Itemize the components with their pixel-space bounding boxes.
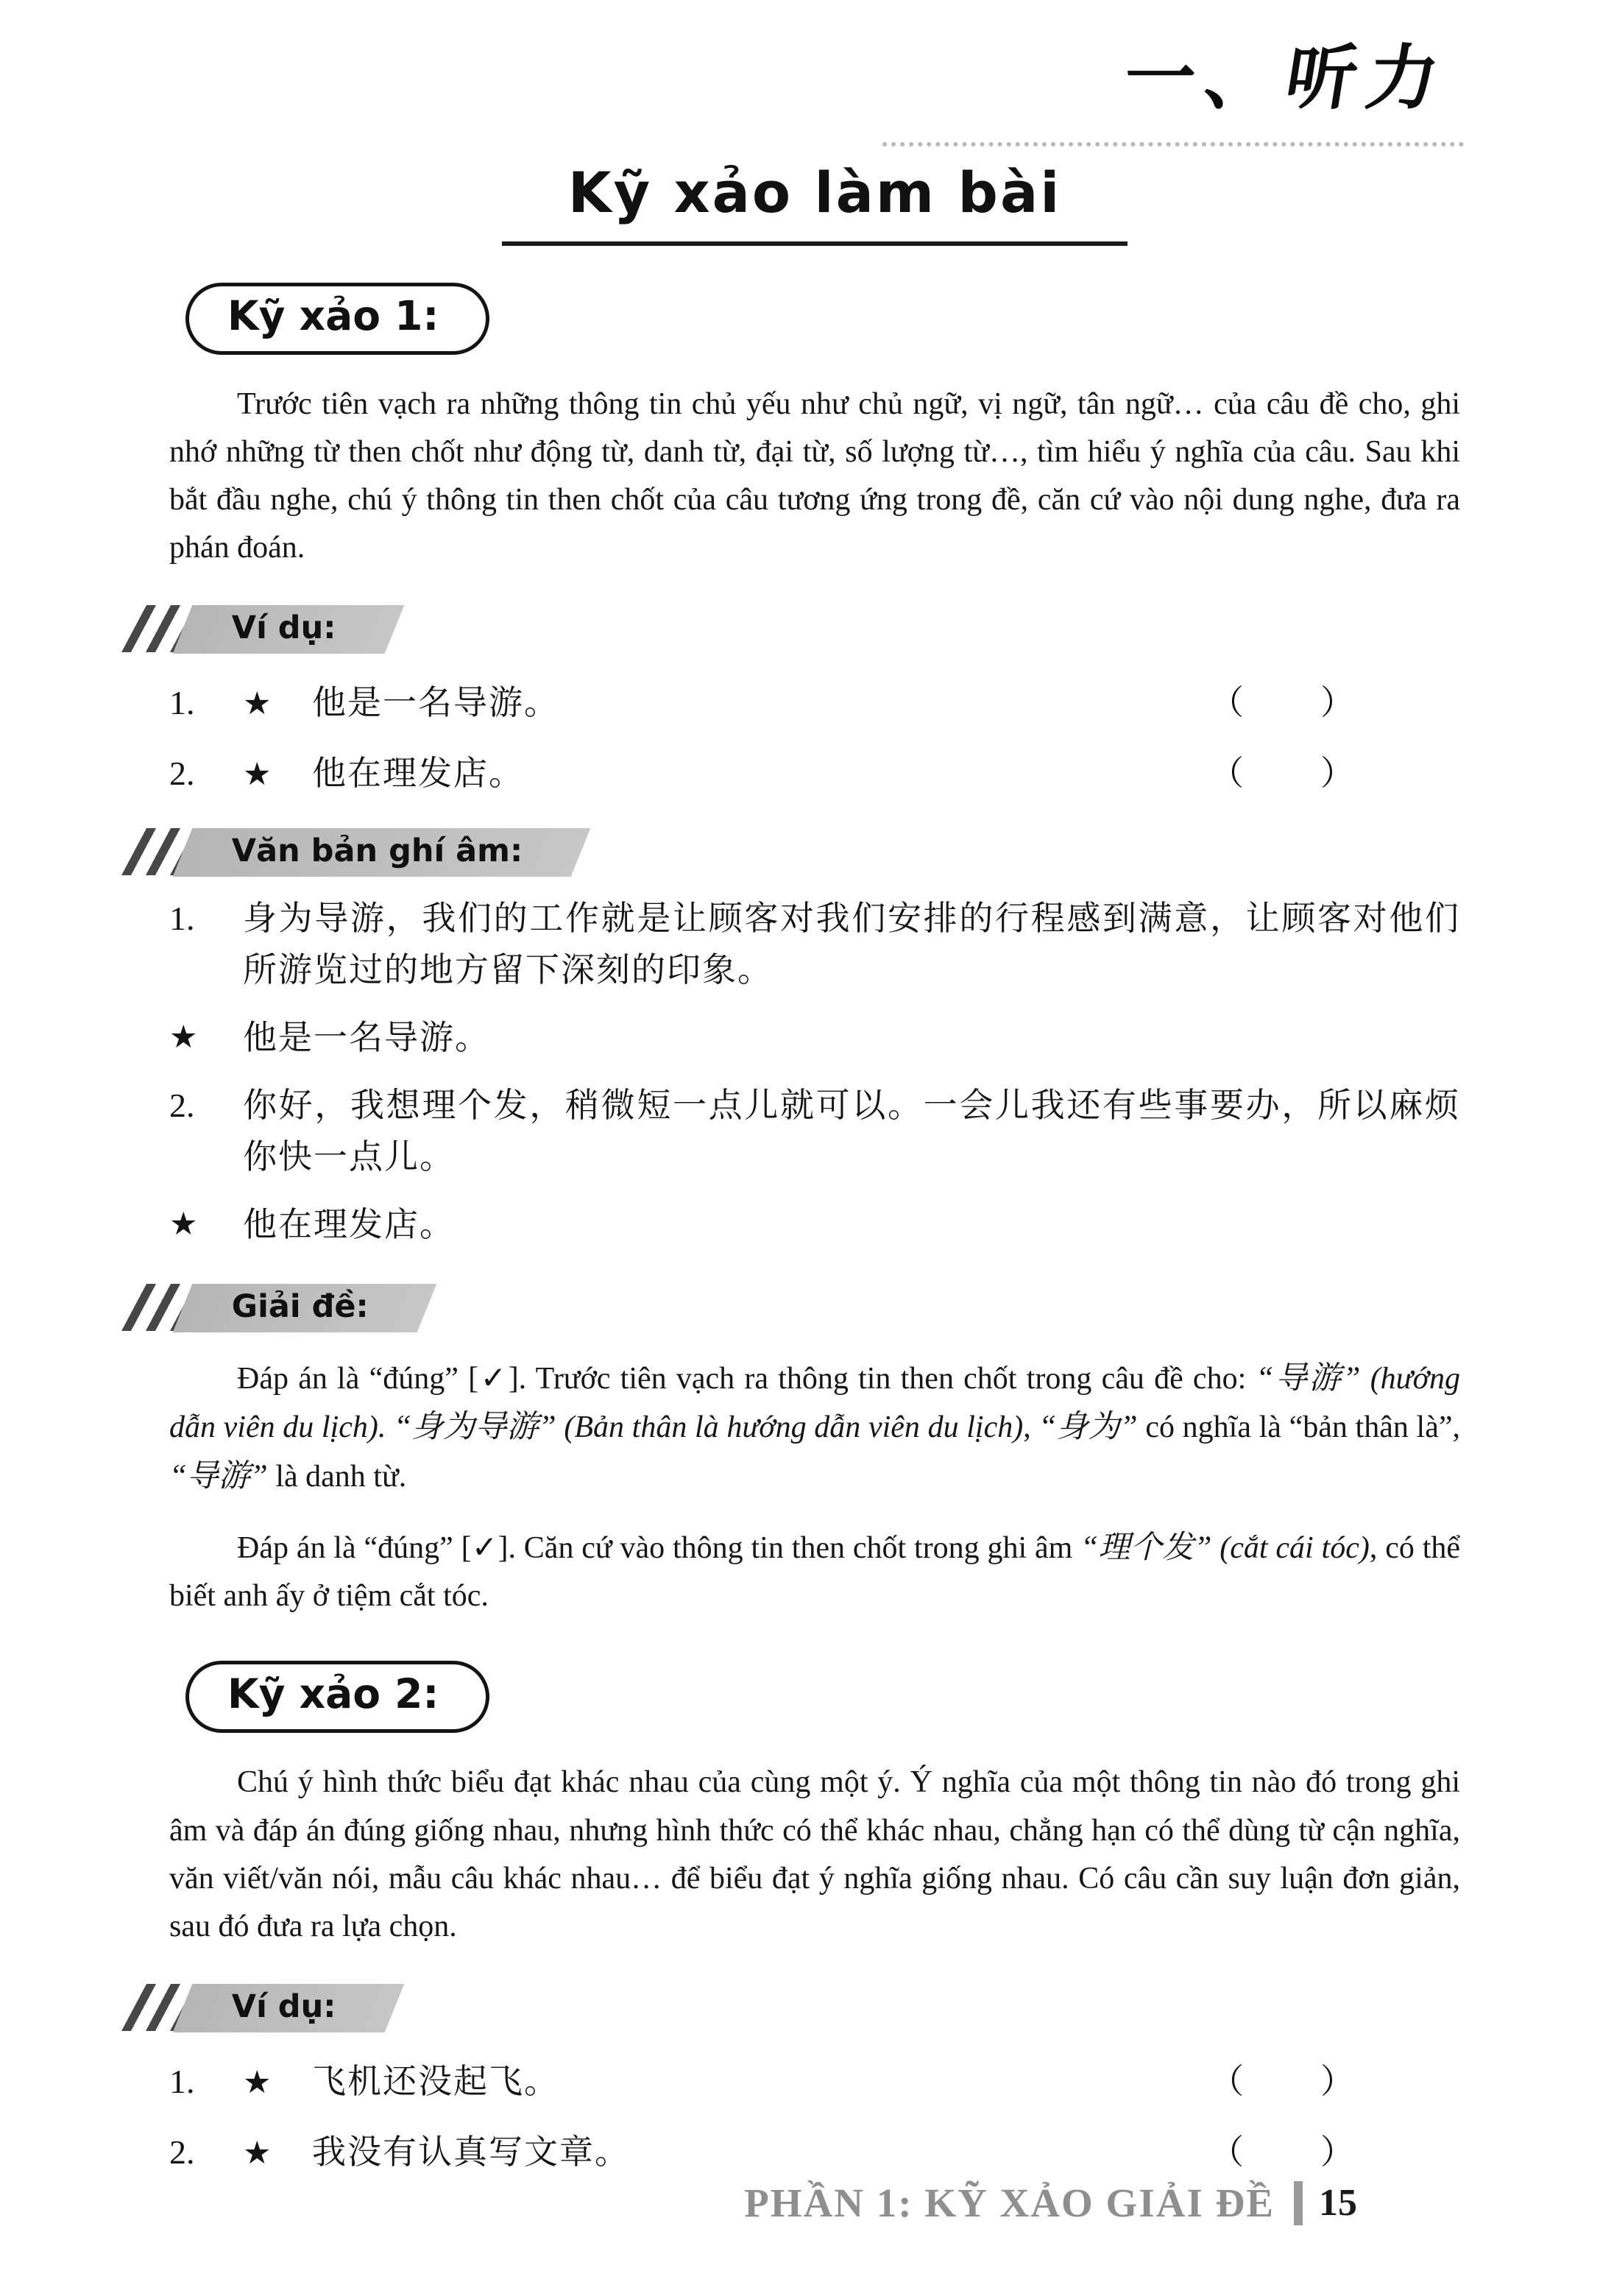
example-header-1 bbox=[169, 605, 1460, 654]
transcript-header-label: Văn bản ghí âm: bbox=[231, 833, 523, 870]
answer-parens: （ ） bbox=[1210, 2133, 1357, 2171]
solution-text: , có thể biết anh ấy ở tiệm cắt tóc. bbox=[169, 1530, 1461, 1614]
vietnamese-gloss: (cắt cái tóc) bbox=[1211, 1530, 1370, 1565]
chinese-term: “身为” bbox=[1038, 1410, 1138, 1445]
chapter-calligraphy: 一、听力 bbox=[1117, 36, 1455, 119]
page-footer bbox=[169, 2180, 1357, 2226]
solution-header-label: Giải đề: bbox=[231, 1287, 369, 1325]
answer-parens: （ ） bbox=[1210, 755, 1357, 793]
item-number: 2. bbox=[169, 755, 195, 793]
example-text: 他在理发店。 bbox=[312, 755, 524, 793]
skill2-body: Chú ý hình thức biểu đạt khác nhau của cùng một ý. Ý nghĩa của một thông tin nào đó trong ghi âm và đáp án đúng giống nhau, nhưng hình thức có thể khác nhau, chẳng hạn có thể dùng từ cận nghĩa, văn viết/văn nói, mẫu câu khác nhau… để biểu đạt ý nghĩa giống nhau. Có câu cần suy luận đơn giản, sau đó đưa ra lựa chọn. bbox=[169, 1765, 1460, 1943]
chinese-term: “理个发” bbox=[1080, 1530, 1212, 1565]
solution-paragraph-2 bbox=[169, 1524, 1460, 1621]
example-header-1-label: Ví dụ: bbox=[231, 610, 336, 647]
item-number: 2. bbox=[169, 2133, 195, 2171]
item-number: 1. bbox=[169, 900, 195, 938]
example-header-2-label: Ví dụ: bbox=[231, 1988, 336, 2025]
solution-text: Đáp án là “đúng” [✓]. Trước tiên vạch ra thông tin then chốt trong câu đề cho: bbox=[237, 1361, 1256, 1396]
example-item-2 bbox=[169, 2125, 1460, 2174]
section-band bbox=[173, 1984, 404, 2032]
example-text: 飞机还没起飞。 bbox=[312, 2062, 559, 2100]
chapter-header bbox=[882, 22, 1464, 146]
example-item-1 bbox=[169, 2055, 1460, 2103]
solution-text: là danh từ. bbox=[267, 1460, 407, 1494]
vietnamese-gloss: (hướng dẫn viên du lịch). bbox=[169, 1361, 1460, 1445]
page-title: Kỹ xảo làm bài bbox=[502, 160, 1128, 246]
transcript-item-2 bbox=[169, 1080, 1460, 1183]
transcript-text: 他是一名导游。 bbox=[243, 1019, 490, 1057]
skill2-capsule: Kỹ xảo 2: bbox=[185, 1661, 489, 1733]
transcript-text: 身为导游，我们的工作就是让顾客对我们安排的行程感到满意，让顾客对他们所游览过的地方留下深刻的印象。 bbox=[243, 900, 1460, 989]
example-text: 我没有认真写文章。 bbox=[312, 2133, 630, 2171]
star-icon: ★ bbox=[169, 1207, 198, 1242]
solution-text: , bbox=[1023, 1410, 1039, 1445]
item-number: 1. bbox=[169, 2062, 195, 2100]
transcript-star-1 bbox=[169, 1012, 1460, 1064]
star-icon: ★ bbox=[243, 687, 272, 722]
skill1-capsule: Kỹ xảo 1: bbox=[185, 283, 489, 355]
example-header-2 bbox=[169, 1984, 1460, 2032]
section-band bbox=[173, 828, 591, 877]
solution-text: có nghĩa là “bản thân là”, bbox=[1137, 1410, 1460, 1445]
transcript-text: 你好，我想理个发，稍微短一点儿就可以。一会儿我还有些事要办，所以麻烦你快一点儿。 bbox=[243, 1087, 1460, 1176]
transcript-text: 他在理发店。 bbox=[243, 1205, 455, 1243]
title-wrap bbox=[169, 160, 1460, 246]
example-item-2 bbox=[169, 746, 1460, 795]
star-icon: ★ bbox=[243, 2065, 272, 2100]
solution-header bbox=[169, 1284, 1460, 1332]
page-number: 15 bbox=[1319, 2182, 1357, 2224]
item-number: 1. bbox=[169, 684, 195, 722]
chinese-term: “导游” bbox=[1256, 1360, 1361, 1396]
example-text: 他是一名导游。 bbox=[312, 684, 559, 722]
section-band bbox=[173, 605, 404, 654]
solution-paragraph-1 bbox=[169, 1354, 1460, 1502]
solution-text: Đáp án là “đúng” [✓]. Căn cứ vào thông tin then chốt trong ghi âm bbox=[237, 1530, 1081, 1565]
star-icon: ★ bbox=[243, 757, 272, 793]
star-icon: ★ bbox=[243, 2136, 272, 2171]
answer-parens: （ ） bbox=[1210, 684, 1357, 722]
star-icon: ★ bbox=[169, 1020, 198, 1056]
transcript-header bbox=[169, 828, 1460, 877]
skill1-body: Trước tiên vạch ra những thông tin chủ yếu như chủ ngữ, vị ngữ, tân ngữ… của câu đề cho, ghi nhớ những từ then chốt như động từ, danh từ, đại từ, số lượng từ…, tìm hiểu ý nghĩa của câu. Sau khi bắt đầu nghe, chú ý thông tin then chốt của câu tương ứng trong đề, căn cứ vào nội dung nghe, đưa ra phán đoán. bbox=[169, 387, 1460, 565]
vietnamese-gloss: (Bản thân là hướng dẫn viên du lịch) bbox=[556, 1410, 1024, 1445]
chinese-term: “导游” bbox=[169, 1459, 268, 1494]
chinese-term: “身为导游” bbox=[394, 1410, 556, 1445]
item-number: 2. bbox=[169, 1087, 195, 1125]
footer-divider bbox=[1294, 2181, 1303, 2225]
transcript-star-2 bbox=[169, 1199, 1460, 1251]
answer-parens: （ ） bbox=[1210, 2062, 1357, 2100]
example-item-1 bbox=[169, 676, 1460, 724]
footer-section-label: PHẦN 1: KỸ XẢO GIẢI ĐỀ bbox=[744, 2180, 1275, 2225]
section-band bbox=[173, 1284, 437, 1332]
transcript-item-1 bbox=[169, 893, 1460, 996]
